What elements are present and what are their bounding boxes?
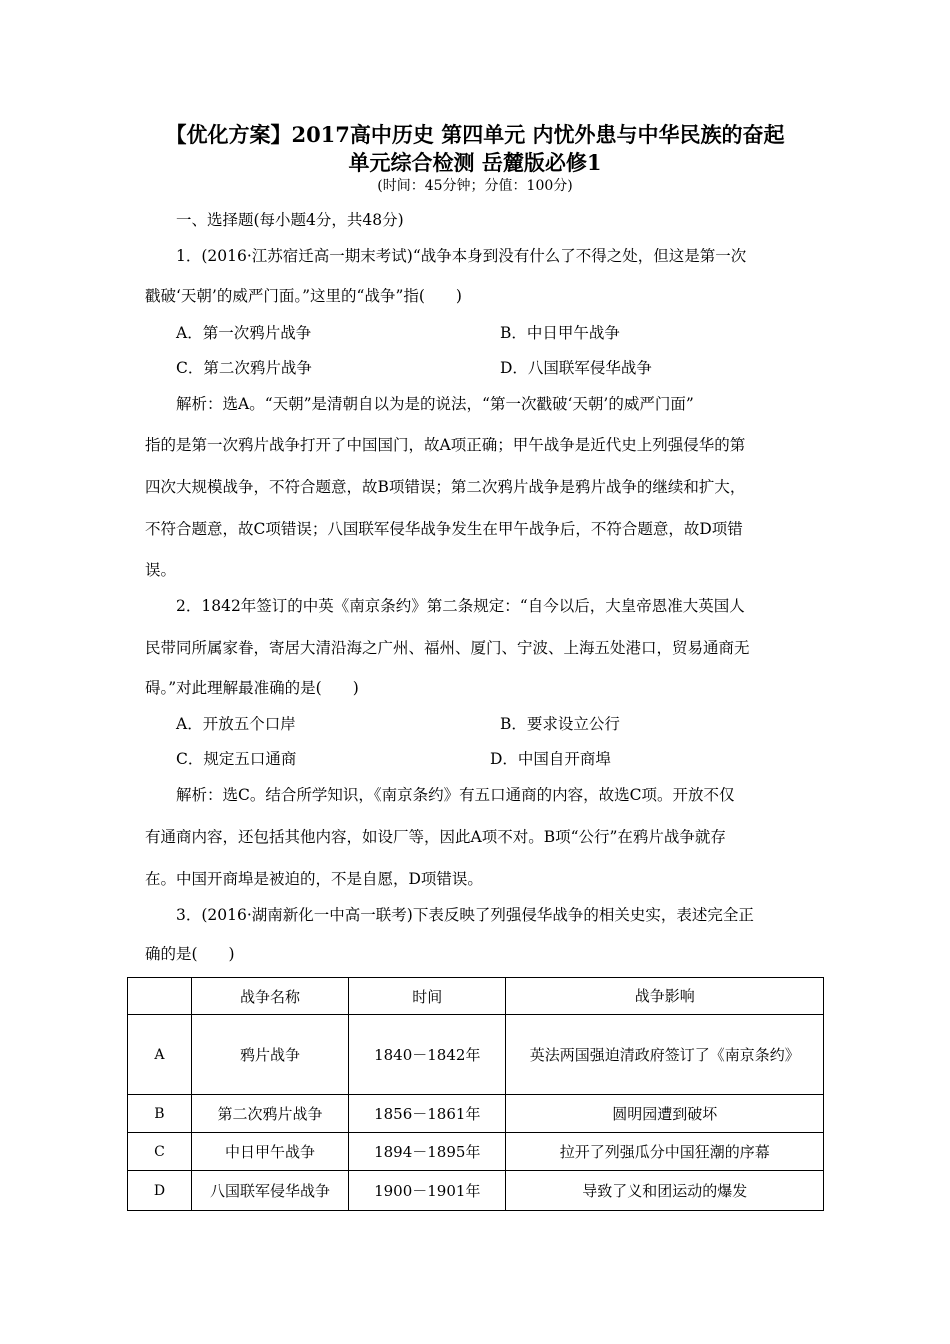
table-header-row: [128, 978, 824, 1015]
table-header-cell: 战争名称: [191, 978, 348, 1015]
question-2-option-a: A．开放五个口岸: [176, 715, 296, 733]
table-cell: 1856－1861年: [349, 1095, 506, 1133]
question-2-text: 2．1842年签订的中英《南京条约》第二条规定：“自今以后，大皇帝恩准大英国人: [176, 597, 745, 615]
question-1-text: 1．(2016·江苏宿迁高一期末考试)“战争本身到没有什么了不得之处，但这是第一次: [176, 247, 747, 265]
section-heading: 一、选择题(每小题4分，共48分): [176, 211, 404, 229]
table-cell: 1840－1842年: [349, 1015, 506, 1095]
question-1-analysis: 指的是第一次鸦片战争打开了中国国门，故A项正确；甲午战争是近代史上列强侵华的第: [145, 436, 746, 454]
question-1-option-c: C．第二次鸦片战争: [176, 359, 312, 377]
table-cell: 1894－1895年: [349, 1133, 506, 1171]
question-1-analysis: 四次大规模战争，不符合题意，故B项错误；第二次鸦片战争是鸦片战争的继续和扩大，: [145, 478, 746, 496]
table-cell: C: [128, 1133, 192, 1171]
table-cell: B: [128, 1095, 192, 1133]
table-cell: A: [128, 1015, 192, 1095]
question-2-text: 民带同所属家眷，寄居大清沿海之广州、福州、厦门、宁波、上海五处港口，贸易通商无: [145, 639, 750, 657]
question-1-option-a: A．第一次鸦片战争: [176, 324, 312, 342]
table-header-cell: [128, 978, 192, 1015]
question-1-analysis: 不符合题意，故C项错误；八国联军侵华战争发生在甲午战争后，不符合题意，故D项错: [145, 520, 743, 538]
question-1-option-b: B．中日甲午战争: [500, 324, 620, 342]
question-2-text: 碍。”对此理解最准确的是( ): [145, 679, 359, 697]
question-1-analysis: 解析：选A。“天朝”是清朝自以为是的说法，“第一次戳破‘天朝’的威严门面”: [176, 395, 694, 413]
table-cell: 中日甲午战争: [191, 1133, 348, 1171]
question-2-analysis: 在。中国开商埠是被迫的，不是自愿，D项错误。: [145, 870, 483, 888]
document-title-line2: 单元综合检测 岳麓版必修1: [348, 150, 602, 175]
table-header-cell: 时间: [349, 978, 506, 1015]
table-cell: 八国联军侵华战争: [191, 1171, 348, 1211]
table-cell: 1900－1901年: [349, 1171, 506, 1211]
question-2-option-c: C．规定五口通商: [176, 750, 297, 768]
document-title-line1: 【优化方案】2017高中历史 第四单元 内忧外患与中华民族的奋起: [165, 122, 785, 147]
question-3-text: 确的是( ): [145, 945, 235, 963]
question-2-option-b: B．要求设立公行: [500, 715, 620, 733]
question-2-analysis: 解析：选C。结合所学知识，《南京条约》有五口通商的内容，故选C项。开放不仅: [176, 786, 735, 804]
table-cell: 英法两国强迫清政府签订了《南京条约》: [506, 1015, 824, 1095]
table-cell: 第二次鸦片战争: [191, 1095, 348, 1133]
table-cell: 导致了义和团运动的爆发: [506, 1171, 824, 1211]
table-cell: D: [128, 1171, 192, 1211]
question-2-analysis: 有通商内容，还包括其他内容，如设厂等，因此A项不对。B项“公行”在鸦片战争就存: [145, 828, 726, 846]
table-cell: 圆明园遭到破坏: [506, 1095, 824, 1133]
time-score-info: (时间：45分钟；分值：100分): [377, 178, 573, 194]
table-row: [128, 1095, 824, 1133]
war-table: [127, 977, 824, 1211]
table-row: [128, 1171, 824, 1211]
question-2-option-d: D．中国自开商埠: [490, 750, 611, 768]
table-row: [128, 1133, 824, 1171]
question-3-text: 3．(2016·湖南新化一中高一联考)下表反映了列强侵华战争的相关史实，表述完全正: [176, 906, 754, 924]
question-1-option-d: D．八国联军侵华战争: [500, 359, 652, 377]
question-1-analysis: 误。: [145, 561, 177, 579]
question-1-text: 戳破‘天朝’的威严门面。”这里的“战争”指( ): [145, 287, 462, 305]
table-header-cell: 战争影响: [506, 978, 824, 1015]
table-cell: 拉开了列强瓜分中国狂潮的序幕: [506, 1133, 824, 1171]
table-cell: 鸦片战争: [191, 1015, 348, 1095]
table-row: [128, 1015, 824, 1095]
